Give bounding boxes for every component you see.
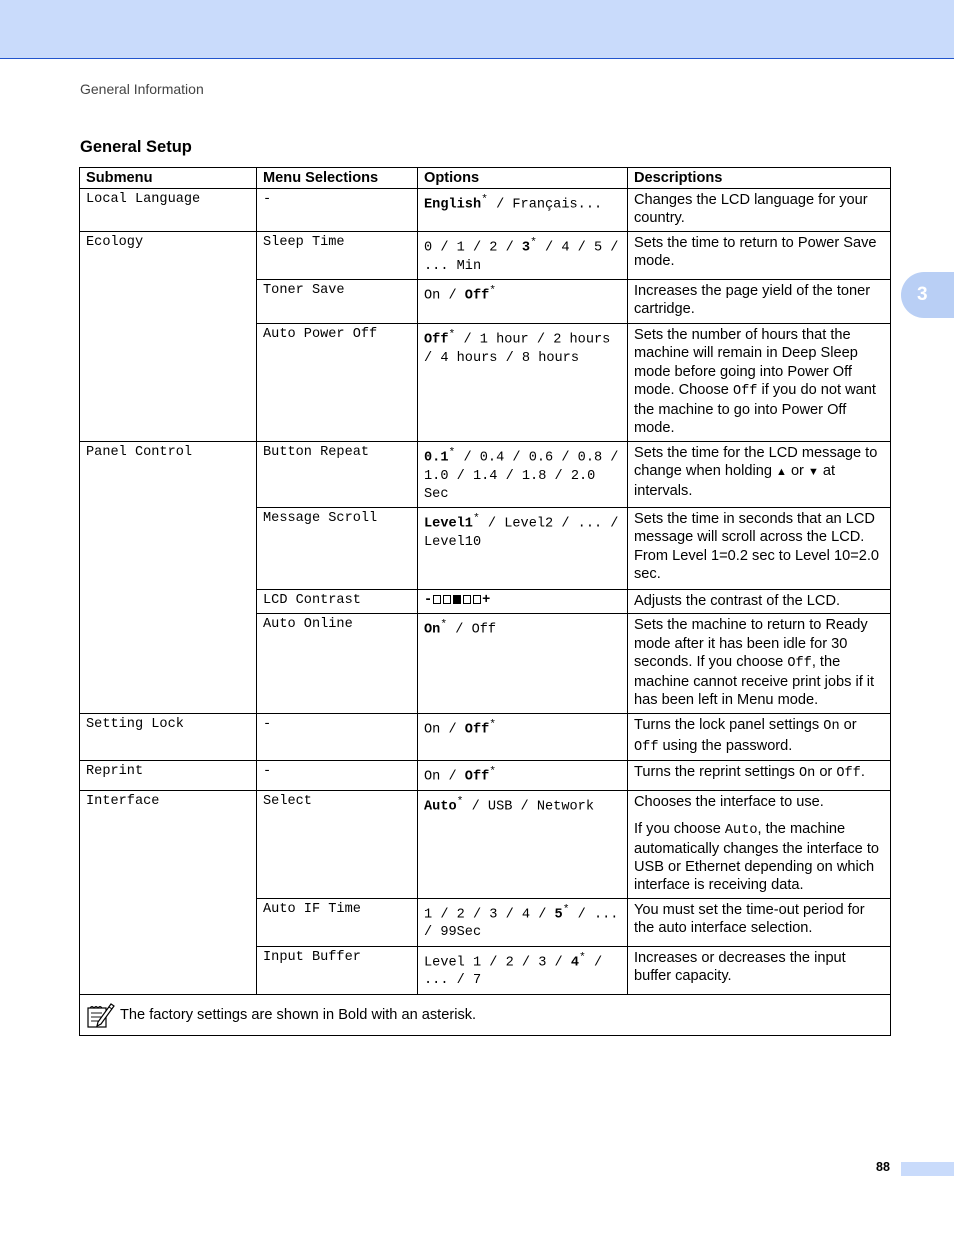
- default-option: 5: [554, 907, 563, 923]
- note-cell: [80, 994, 891, 1035]
- options-cell: [418, 790, 628, 898]
- inline-code: Off: [634, 739, 659, 755]
- default-option: Off: [464, 288, 490, 304]
- table-header-row: [80, 168, 891, 189]
- table-row: [80, 189, 891, 232]
- asterisk: *: [530, 237, 537, 250]
- options-cell: [418, 232, 628, 280]
- option-list: / ... / 7: [424, 955, 603, 989]
- asterisk: *: [448, 329, 456, 342]
- column-header-menu-selections: Menu Selections: [257, 168, 418, 189]
- description-cell: [628, 614, 891, 714]
- option-list: / Level2 / ... / Level10: [424, 516, 619, 551]
- options-cell: [418, 508, 628, 590]
- option-list: / 1 hour / 2 hours / 4 hours / 8 hours: [424, 332, 611, 366]
- contrast-level-icon: [473, 595, 481, 604]
- description-cell: Increases or decreases the input buffer capacity.: [628, 946, 891, 994]
- default-option: English: [424, 197, 482, 213]
- selection-cell: Auto Power Off: [257, 324, 418, 442]
- page-number: 88: [876, 1160, 890, 1174]
- selection-cell: Message Scroll: [257, 508, 418, 590]
- description-cell: Changes the LCD language for your country.: [628, 189, 891, 232]
- description-text: Turns the reprint settings: [634, 763, 799, 780]
- column-header-options: Options: [418, 168, 628, 189]
- options-cell: [418, 324, 628, 442]
- options-cell: [418, 614, 628, 714]
- description-cell: [628, 790, 891, 898]
- note-text: The factory settings are shown in Bold with an asterisk.: [120, 1006, 477, 1023]
- default-option: Auto: [424, 799, 457, 815]
- asterisk: *: [481, 194, 488, 207]
- option-list: / USB / Network: [463, 799, 594, 815]
- option-list: / ... / 99Sec: [424, 907, 619, 941]
- contrast-plus: +: [482, 593, 491, 609]
- description-cell: Sets the time in seconds that an LCD message will scroll across the LCD. From Level 1=0.2 sec to Level 10=2.0 sec.: [628, 508, 891, 590]
- description-paragraph: [634, 820, 884, 895]
- option-list: 1 / 2 / 3 / 4 /: [424, 907, 555, 923]
- contrast-level-icon: [443, 595, 451, 604]
- header-band: [0, 0, 954, 59]
- inline-code: Off: [732, 383, 758, 399]
- description-cell: You must set the time-out period for the auto interface selection.: [628, 898, 891, 946]
- option-list: On /: [424, 288, 465, 304]
- description-text: Sets the number of hours that the machine will remain in Deep Sleep mode before going into Power Off mode. Choose: [634, 327, 858, 398]
- selection-cell: -: [257, 189, 418, 232]
- asterisk: *: [440, 619, 448, 632]
- note-pencil-icon: [86, 1001, 116, 1029]
- submenu-cell: Panel Control: [80, 442, 257, 714]
- asterisk: *: [456, 795, 464, 808]
- submenu-cell: Ecology: [80, 232, 257, 442]
- selection-cell: Sleep Time: [257, 232, 418, 280]
- default-option: 4: [570, 955, 580, 971]
- description-text: or: [786, 463, 808, 480]
- inline-code: Off: [836, 765, 861, 781]
- description-cell: Adjusts the contrast of the LCD.: [628, 590, 891, 614]
- inline-code: Off: [787, 655, 812, 671]
- default-option: On: [424, 623, 441, 639]
- inline-code: Auto: [724, 822, 758, 838]
- asterisk: *: [489, 719, 497, 732]
- page-tab: [901, 1162, 954, 1176]
- options-cell: [418, 714, 628, 760]
- option-list: Level 1 / 2 / 3 /: [424, 955, 571, 971]
- option-list: / 0.4 / 0.6 / 0.8 / 1.0 / 1.4 / 1.8 / 2.0 Sec: [424, 450, 619, 503]
- description-text: .: [860, 763, 865, 780]
- description-cell: [628, 442, 891, 508]
- selection-cell: -: [257, 760, 418, 790]
- chapter-tab[interactable]: 3: [901, 272, 954, 318]
- default-option: Off: [464, 769, 490, 785]
- options-cell: [418, 590, 628, 614]
- options-cell: [418, 760, 628, 790]
- selection-cell: Input Buffer: [257, 946, 418, 994]
- description-cell: Sets the time to return to Power Save mode.: [628, 232, 891, 280]
- description-cell: [628, 714, 891, 760]
- asterisk: *: [489, 285, 497, 298]
- description-text: Chooses the interface to use.: [634, 793, 824, 810]
- default-option: 0.1: [424, 450, 449, 466]
- description-cell: [628, 324, 891, 442]
- default-option: Off: [464, 723, 490, 739]
- asterisk: *: [579, 951, 586, 964]
- inline-code: On: [823, 719, 840, 735]
- page-title: General Setup: [80, 138, 192, 156]
- selection-cell: -: [257, 714, 418, 760]
- description-text: Turns the lock panel settings: [634, 717, 824, 734]
- options-cell: [418, 189, 628, 232]
- description-text: using the password.: [658, 737, 793, 754]
- description-text: or: [839, 717, 857, 734]
- column-header-descriptions: Descriptions: [628, 168, 891, 189]
- contrast-level-icon: [463, 595, 471, 604]
- general-setup-table: [79, 167, 891, 1036]
- option-list: On /: [424, 769, 465, 785]
- inline-code: On: [798, 765, 816, 781]
- option-list: On /: [424, 723, 465, 739]
- selection-cell: Select: [257, 790, 418, 898]
- description-text: or: [815, 763, 837, 780]
- description-text: , the machine automatically changes the interface to USB or Ethernet depending on which interface is receiving data.: [634, 820, 879, 894]
- description-text: If you choose: [634, 820, 725, 837]
- table-row: [80, 232, 891, 280]
- option-list: / Off: [447, 623, 497, 639]
- table-row: [80, 790, 891, 898]
- submenu-cell: Setting Lock: [80, 714, 257, 760]
- asterisk: *: [472, 513, 480, 526]
- selection-cell: Auto Online: [257, 614, 418, 714]
- selection-cell: Button Repeat: [257, 442, 418, 508]
- description-text: if you do not want the machine to go into Power Off mode.: [634, 381, 876, 437]
- table-row: [80, 760, 891, 790]
- default-option: 3: [521, 240, 531, 256]
- asterisk: *: [562, 903, 570, 916]
- selection-cell: Auto IF Time: [257, 898, 418, 946]
- description-cell: [628, 760, 891, 790]
- up-arrow-icon: ▲: [776, 466, 787, 479]
- column-header-submenu: Submenu: [80, 168, 257, 189]
- description-cell: Increases the page yield of the toner cartridge.: [628, 280, 891, 324]
- section-label: General Information: [80, 81, 204, 97]
- options-cell: [418, 946, 628, 994]
- default-option: Off: [424, 332, 449, 348]
- description-text: at intervals.: [634, 463, 836, 499]
- description-text: , the machine cannot receive print jobs if it has been left in Menu mode.: [634, 653, 875, 709]
- selection-cell: Toner Save: [257, 280, 418, 324]
- description-text: Sets the machine to return to Ready mode after it has been idle for 30 seconds. If you choose: [634, 617, 868, 670]
- options-cell: [418, 898, 628, 946]
- submenu-cell: Interface: [80, 790, 257, 994]
- options-cell: [418, 442, 628, 508]
- default-option: Level1: [424, 516, 473, 532]
- option-list: / 4 / 5 / ... Min: [424, 240, 619, 274]
- description-text: Sets the time for the LCD message to change when holding: [634, 445, 878, 480]
- contrast-level-icon: [433, 595, 441, 604]
- table-row: [80, 714, 891, 760]
- note-row: [80, 994, 891, 1035]
- option-list: 0 / 1 / 2 /: [424, 240, 522, 256]
- contrast-level-filled-icon: [453, 595, 461, 604]
- asterisk: *: [448, 447, 456, 460]
- options-cell: [418, 280, 628, 324]
- asterisk: *: [489, 765, 497, 778]
- down-arrow-icon: ▼: [807, 466, 819, 479]
- submenu-cell: Reprint: [80, 760, 257, 790]
- option-list: / Français...: [487, 197, 603, 213]
- selection-cell: LCD Contrast: [257, 590, 418, 614]
- table-row: [80, 442, 891, 508]
- submenu-cell: Local Language: [80, 189, 257, 232]
- contrast-minus: -: [424, 593, 433, 609]
